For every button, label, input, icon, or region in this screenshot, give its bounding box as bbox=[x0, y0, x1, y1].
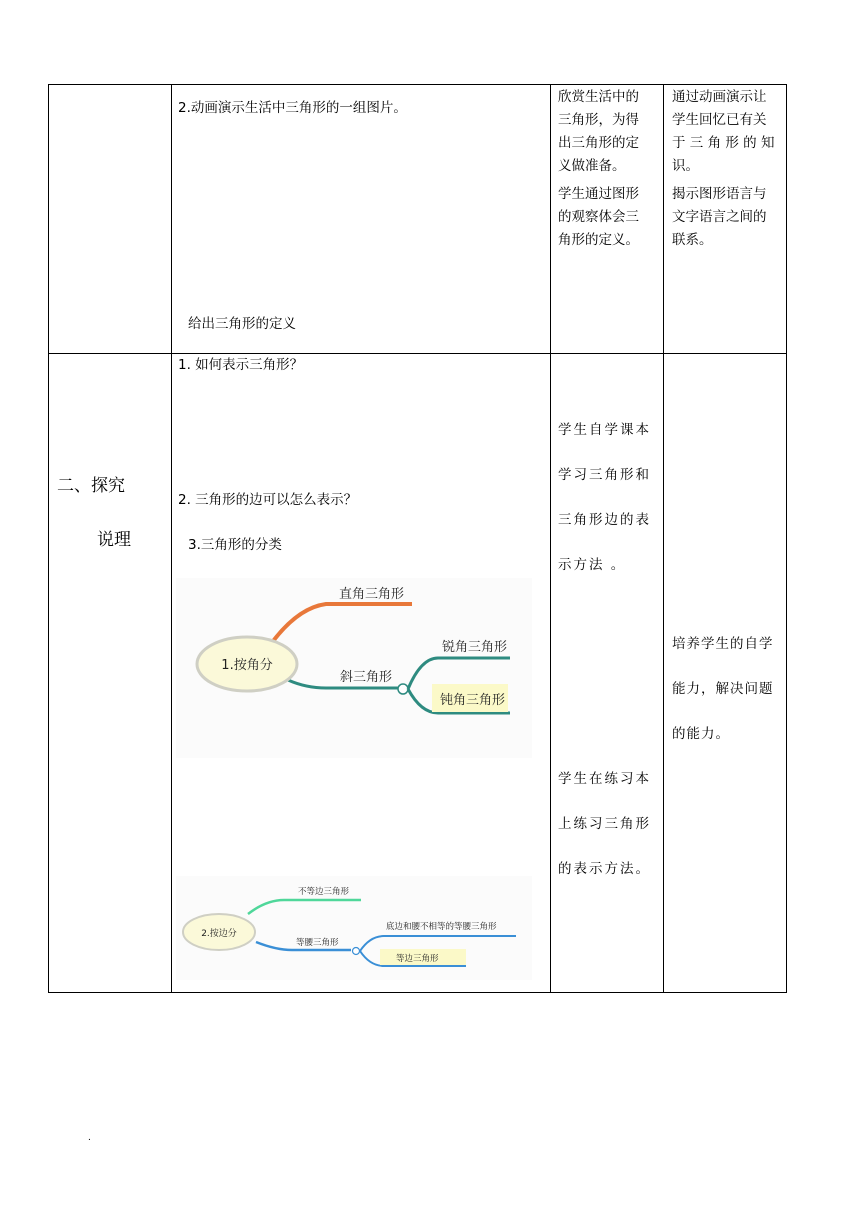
column-divider bbox=[663, 85, 664, 992]
branch-node bbox=[353, 948, 360, 955]
question-2: 2. 三角形的边可以怎么表示？ bbox=[178, 492, 358, 508]
label-unequal-isosceles: 底边和腰不相等的等腰三角形 bbox=[386, 922, 497, 932]
row1-activity-text: 2.动画演示生活中三角形的一组图片。 bbox=[178, 100, 407, 116]
row1-design-intent-2: 揭示图形语言与 文字语言之间的 联系。 bbox=[672, 186, 767, 248]
section-title-line1: 二、探究 bbox=[57, 476, 125, 496]
mindmap-by-side bbox=[176, 876, 532, 980]
question-1: 1. 如何表示三角形？ bbox=[178, 357, 304, 373]
row2-student-activity-2: 学生在练习本 上练习三角形 的表示方法。 bbox=[558, 771, 651, 877]
row1-design-intent-1: 通过动画演示让 学生回忆已有关 于 三 角 形 的 知 识。 bbox=[672, 89, 775, 174]
root-label: 2.按边分 bbox=[201, 929, 237, 939]
column-divider bbox=[171, 85, 172, 992]
label-acute-triangle: 锐角三角形 bbox=[442, 640, 508, 655]
root-label: 1.按角分 bbox=[221, 658, 273, 673]
label-oblique-triangle: 斜三角形 bbox=[340, 670, 393, 685]
question-3: 3.三角形的分类 bbox=[188, 537, 282, 553]
row2-student-activity-1: 学生自学课本 学习三角形和 三角形边的表 示方法 。 bbox=[558, 422, 651, 573]
row1-student-activity-1: 欣赏生活中的 三角形，为得 出三角形的定 义做准备。 bbox=[558, 89, 639, 174]
label-obtuse-triangle: 钝角三角形 bbox=[440, 693, 506, 708]
row1-definition-text: 给出三角形的定义 bbox=[188, 316, 296, 332]
row2-design-intent: 培养学生的自学 能力，解决问题 的能力。 bbox=[672, 636, 774, 742]
label-scalene-triangle: 不等边三角形 bbox=[298, 887, 350, 897]
row1-student-activity-2: 学生通过图形 的观察体会三 角形的定义。 bbox=[558, 186, 639, 248]
label-right-triangle: 直角三角形 bbox=[339, 587, 405, 602]
label-isosceles-triangle: 等腰三角形 bbox=[296, 938, 339, 948]
row-divider bbox=[49, 353, 786, 354]
footer-dot: . bbox=[88, 1133, 91, 1143]
branch-node bbox=[398, 684, 408, 694]
mindmap-by-angle bbox=[176, 578, 532, 758]
column-divider bbox=[550, 85, 551, 992]
section-title-line2: 说理 bbox=[97, 530, 131, 550]
label-equilateral-triangle: 等边三角形 bbox=[396, 954, 439, 964]
